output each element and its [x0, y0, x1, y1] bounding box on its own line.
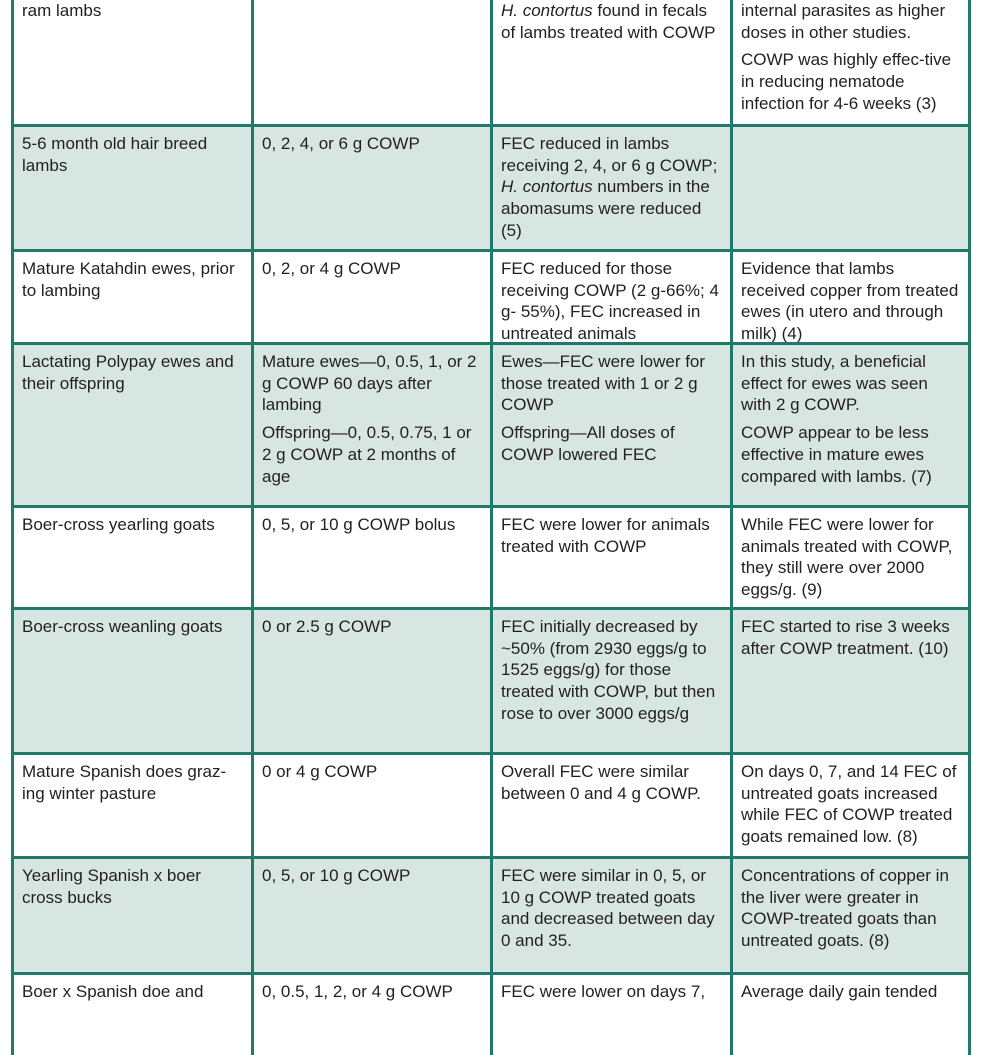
results-cell [490, 345, 730, 505]
results-cell [490, 508, 730, 607]
comments-cell [730, 345, 971, 505]
results-text: FEC were similar in 0, 5, or 10 g COWP treated goats and decreased between day 0 and 35. [501, 866, 715, 951]
animals-text: ram lambs [22, 1, 102, 20]
comments-text: On days 0, 7, and 14 FEC of untreated goats increased while FEC of COWP treated goats remained low. (8) [741, 762, 957, 847]
comments-cell [730, 975, 971, 1055]
treatment-text: 0, 5, or 10 g COWP [262, 866, 411, 885]
animals-text: Boer-cross weanling goats [22, 617, 223, 636]
table-row [11, 610, 971, 755]
treatment-cell [251, 252, 490, 342]
results-text [501, 133, 722, 242]
treatment-cell [251, 127, 490, 249]
treatment-text: 0, 0.5, 1, 2, or 4 g COWP [262, 982, 453, 1001]
comments-cell [730, 252, 971, 342]
comments-text: Concentrations of copper in the liver were greater in COWP-treated goats than untreated goats. (8) [741, 866, 949, 951]
comments-text: COWP appear to be less effective in mature ewes compared with lambs. (7) [741, 423, 932, 486]
comments-cell [730, 508, 971, 607]
animals-cell [11, 345, 251, 505]
results-text: FEC reduced for those receiving COWP (2 g-66%; 4 g- 55%), FEC increased in untreated animals [501, 259, 719, 342]
results-text: FEC were lower on days 7, [501, 982, 706, 1001]
animals-text: Yearling Spanish x boer cross bucks [22, 866, 201, 907]
table-row [11, 975, 971, 1055]
treatment-cell [251, 508, 490, 607]
animals-cell [11, 755, 251, 856]
table-row [11, 755, 971, 859]
results-text: Offspring—All doses of COWP lowered FEC [501, 423, 675, 464]
results-text-pre: FEC reduced in lambs receiving 2, 4, or 6 g COWP; [501, 134, 718, 175]
comments-text: FEC started to rise 3 weeks after COWP treatment. (10) [741, 617, 950, 658]
results-text [501, 0, 722, 43]
results-text: Overall FEC were similar between 0 and 4 g COWP. [501, 762, 702, 803]
comments-text: While FEC were lower for animals treated with COWP, they still were over 2000 eggs/g. (9) [741, 515, 953, 600]
animals-cell [11, 975, 251, 1055]
animals-text: Mature Katahdin ewes, prior to lambing [22, 259, 235, 300]
results-cell [490, 610, 730, 752]
results-cell [490, 0, 730, 124]
animals-text: 5-6 month old hair breed lambs [22, 134, 208, 175]
animals-text: Boer-cross yearling goats [22, 515, 215, 534]
animals-cell [11, 0, 251, 124]
treatment-cell [251, 755, 490, 856]
comments-cell [730, 0, 971, 124]
comments-text: In this study, a beneficial effect for ewes was seen with 2 g COWP. [741, 352, 928, 415]
animals-cell [11, 127, 251, 249]
species-name: H. contortus [501, 1, 593, 20]
results-text-post: numbers in the abomasums were reduced (5) [501, 177, 710, 240]
animals-text: Mature Spanish does graz-ing winter pasture [22, 762, 227, 803]
treatment-text: Mature ewes—0, 0.5, 1, or 2 g COWP 60 days after lambing [262, 352, 477, 415]
comments-cell [730, 610, 971, 752]
comments-cell [730, 859, 971, 972]
comments-text: Average daily gain tended [741, 982, 938, 1001]
treatment-cell [251, 975, 490, 1055]
animals-text: Boer x Spanish doe and [22, 982, 204, 1001]
comments-text: Evidence that lambs received copper from treated ewes (in utero and through milk) (4) [741, 259, 959, 342]
results-text: Ewes—FEC were lower for those treated with 1 or 2 g COWP [501, 352, 706, 415]
comments-text: COWP was highly effec-tive in reducing nematode infection for 4-6 weeks (3) [741, 50, 952, 113]
treatment-text: 0, 5, or 10 g COWP bolus [262, 515, 456, 534]
treatment-text: 0, 2, or 4 g COWP [262, 259, 401, 278]
results-cell [490, 859, 730, 972]
comments-text: internal parasites as higher doses in other studies. [741, 1, 946, 42]
table-row [11, 127, 971, 252]
treatment-text: 0 or 2.5 g COWP [262, 617, 392, 636]
table-row [11, 859, 971, 975]
results-cell [490, 252, 730, 342]
comments-cell [730, 127, 971, 249]
animals-cell [11, 252, 251, 342]
treatment-text: 0 or 4 g COWP [262, 762, 378, 781]
treatment-cell [251, 0, 490, 124]
species-name: H. contortus [501, 177, 593, 197]
results-cell [490, 127, 730, 249]
treatment-cell [251, 610, 490, 752]
treatment-text: Offspring—0, 0.5, 0.75, 1 or 2 g COWP at 2 months of age [262, 423, 472, 486]
table-row [11, 345, 971, 508]
table-row [11, 508, 971, 610]
animals-cell [11, 610, 251, 752]
animals-cell [11, 859, 251, 972]
results-cell [490, 755, 730, 856]
comments-cell [730, 755, 971, 856]
results-cell [490, 975, 730, 1055]
table-row [11, 252, 971, 345]
treatment-text: 0, 2, 4, or 6 g COWP [262, 134, 420, 153]
results-text-body: found in fecals of lambs treated with COWP [501, 1, 716, 42]
results-text: FEC initially decreased by ~50% (from 2930 eggs/g to 1525 eggs/g) for those treated with COWP, but then rose to over 3000 eggs/g [501, 617, 716, 723]
table-row [11, 0, 971, 127]
treatment-cell [251, 859, 490, 972]
animals-cell [11, 508, 251, 607]
cowp-studies-table [11, 0, 971, 1055]
animals-text: Lactating Polypay ewes and their offspring [22, 352, 234, 393]
treatment-cell [251, 345, 490, 505]
results-text: FEC were lower for animals treated with COWP [501, 515, 710, 556]
